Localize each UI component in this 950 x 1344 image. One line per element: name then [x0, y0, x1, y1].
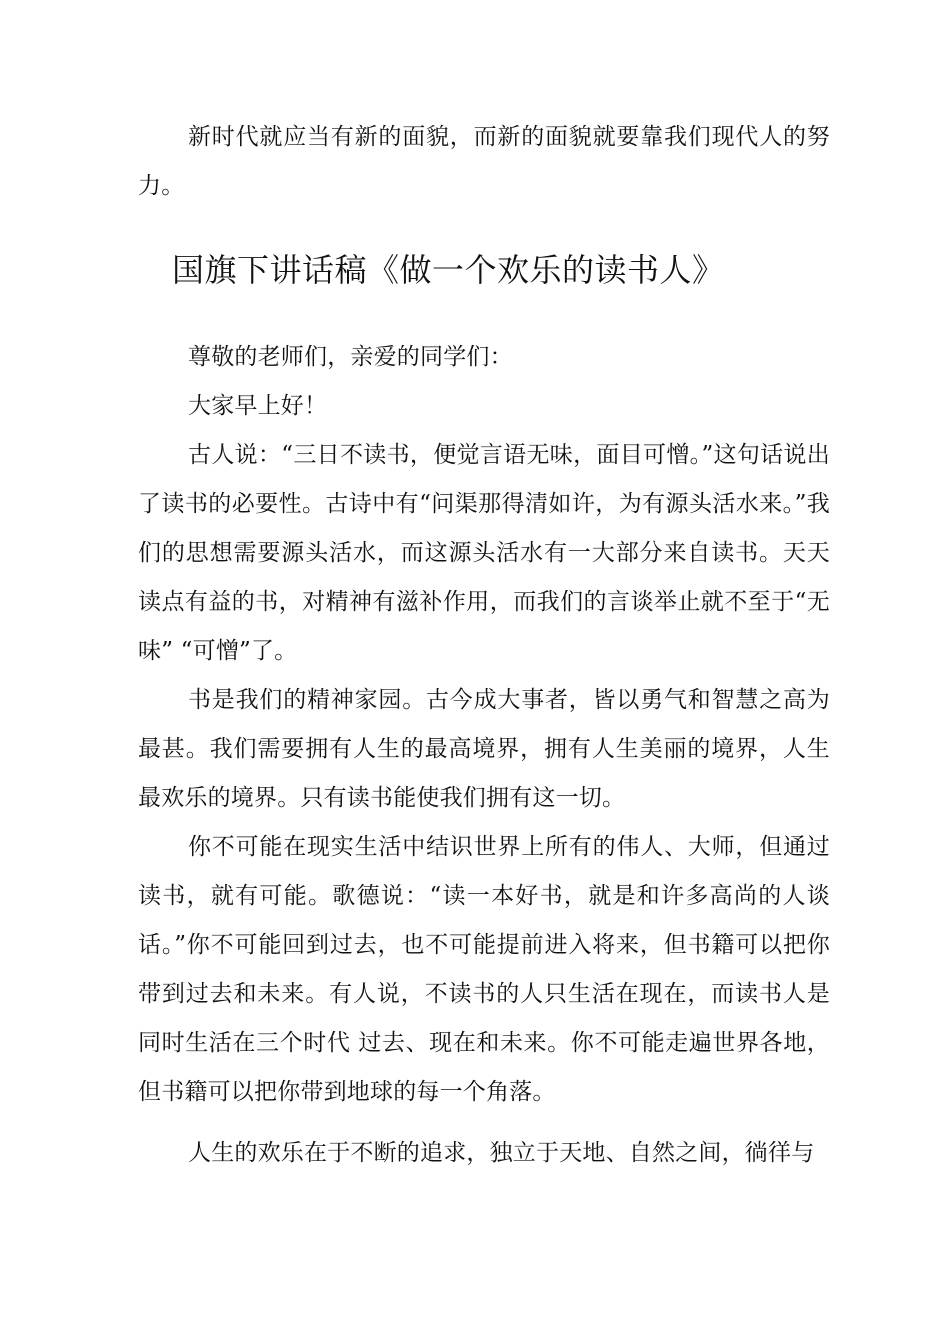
body-paragraph-4: 人生的欢乐在于不断的追求，独立于天地、自然之间，徜徉与 — [188, 1140, 815, 1166]
greeting-line: 尊敬的老师们，亲爱的同学们： — [188, 344, 513, 370]
salutation-line: 大家早上好！ — [188, 393, 328, 419]
body-paragraph-2: 书是我们的精神家园。古今成大事者，皆以勇气和智慧之高为最甚。我们需要拥有人生的最高境界，拥有人生美丽的境界，人生最欢乐的境界。只有读书能使我们拥有这一切。 — [138, 687, 830, 811]
intro-paragraph: 新时代就应当有新的面貌，而新的面貌就要靠我们现代人的努力。 — [138, 124, 830, 199]
body-paragraph-3: 你不可能在现实生活中结识世界上所有的伟人、大师，但通过读书，就有可能。歌德说：“读一本好书，就是和许多高尚的人谈话。”你不可能回到过去，也不可能提前进入将来，但书籍可以把你带到过去和未来。有人说，不读书的人只生活在现在，而读书人是同时生活在三个时代 过去、现在和未来。你不可能走遍世界各地，但书籍可以把你带到地球的每一个角落。 — [138, 834, 830, 1105]
body-paragraph-1: 古人说：“三日不读书，便觉言语无味，面目可憎。”这句话说出了读书的必要性。古诗中有“问渠那得清如许，为有源头活水来。”我们的思想需要源头活水，而这源头活水有一大部分来自读书。天天读点有益的书，对精神有滋补作用，而我们的言谈举止就不至于“无味” “可憎”了。 — [138, 442, 830, 664]
document-body — [138, 113, 830, 1178]
speech-title: 国旗下讲话稿《做一个欢乐的读书人》 — [172, 251, 725, 289]
